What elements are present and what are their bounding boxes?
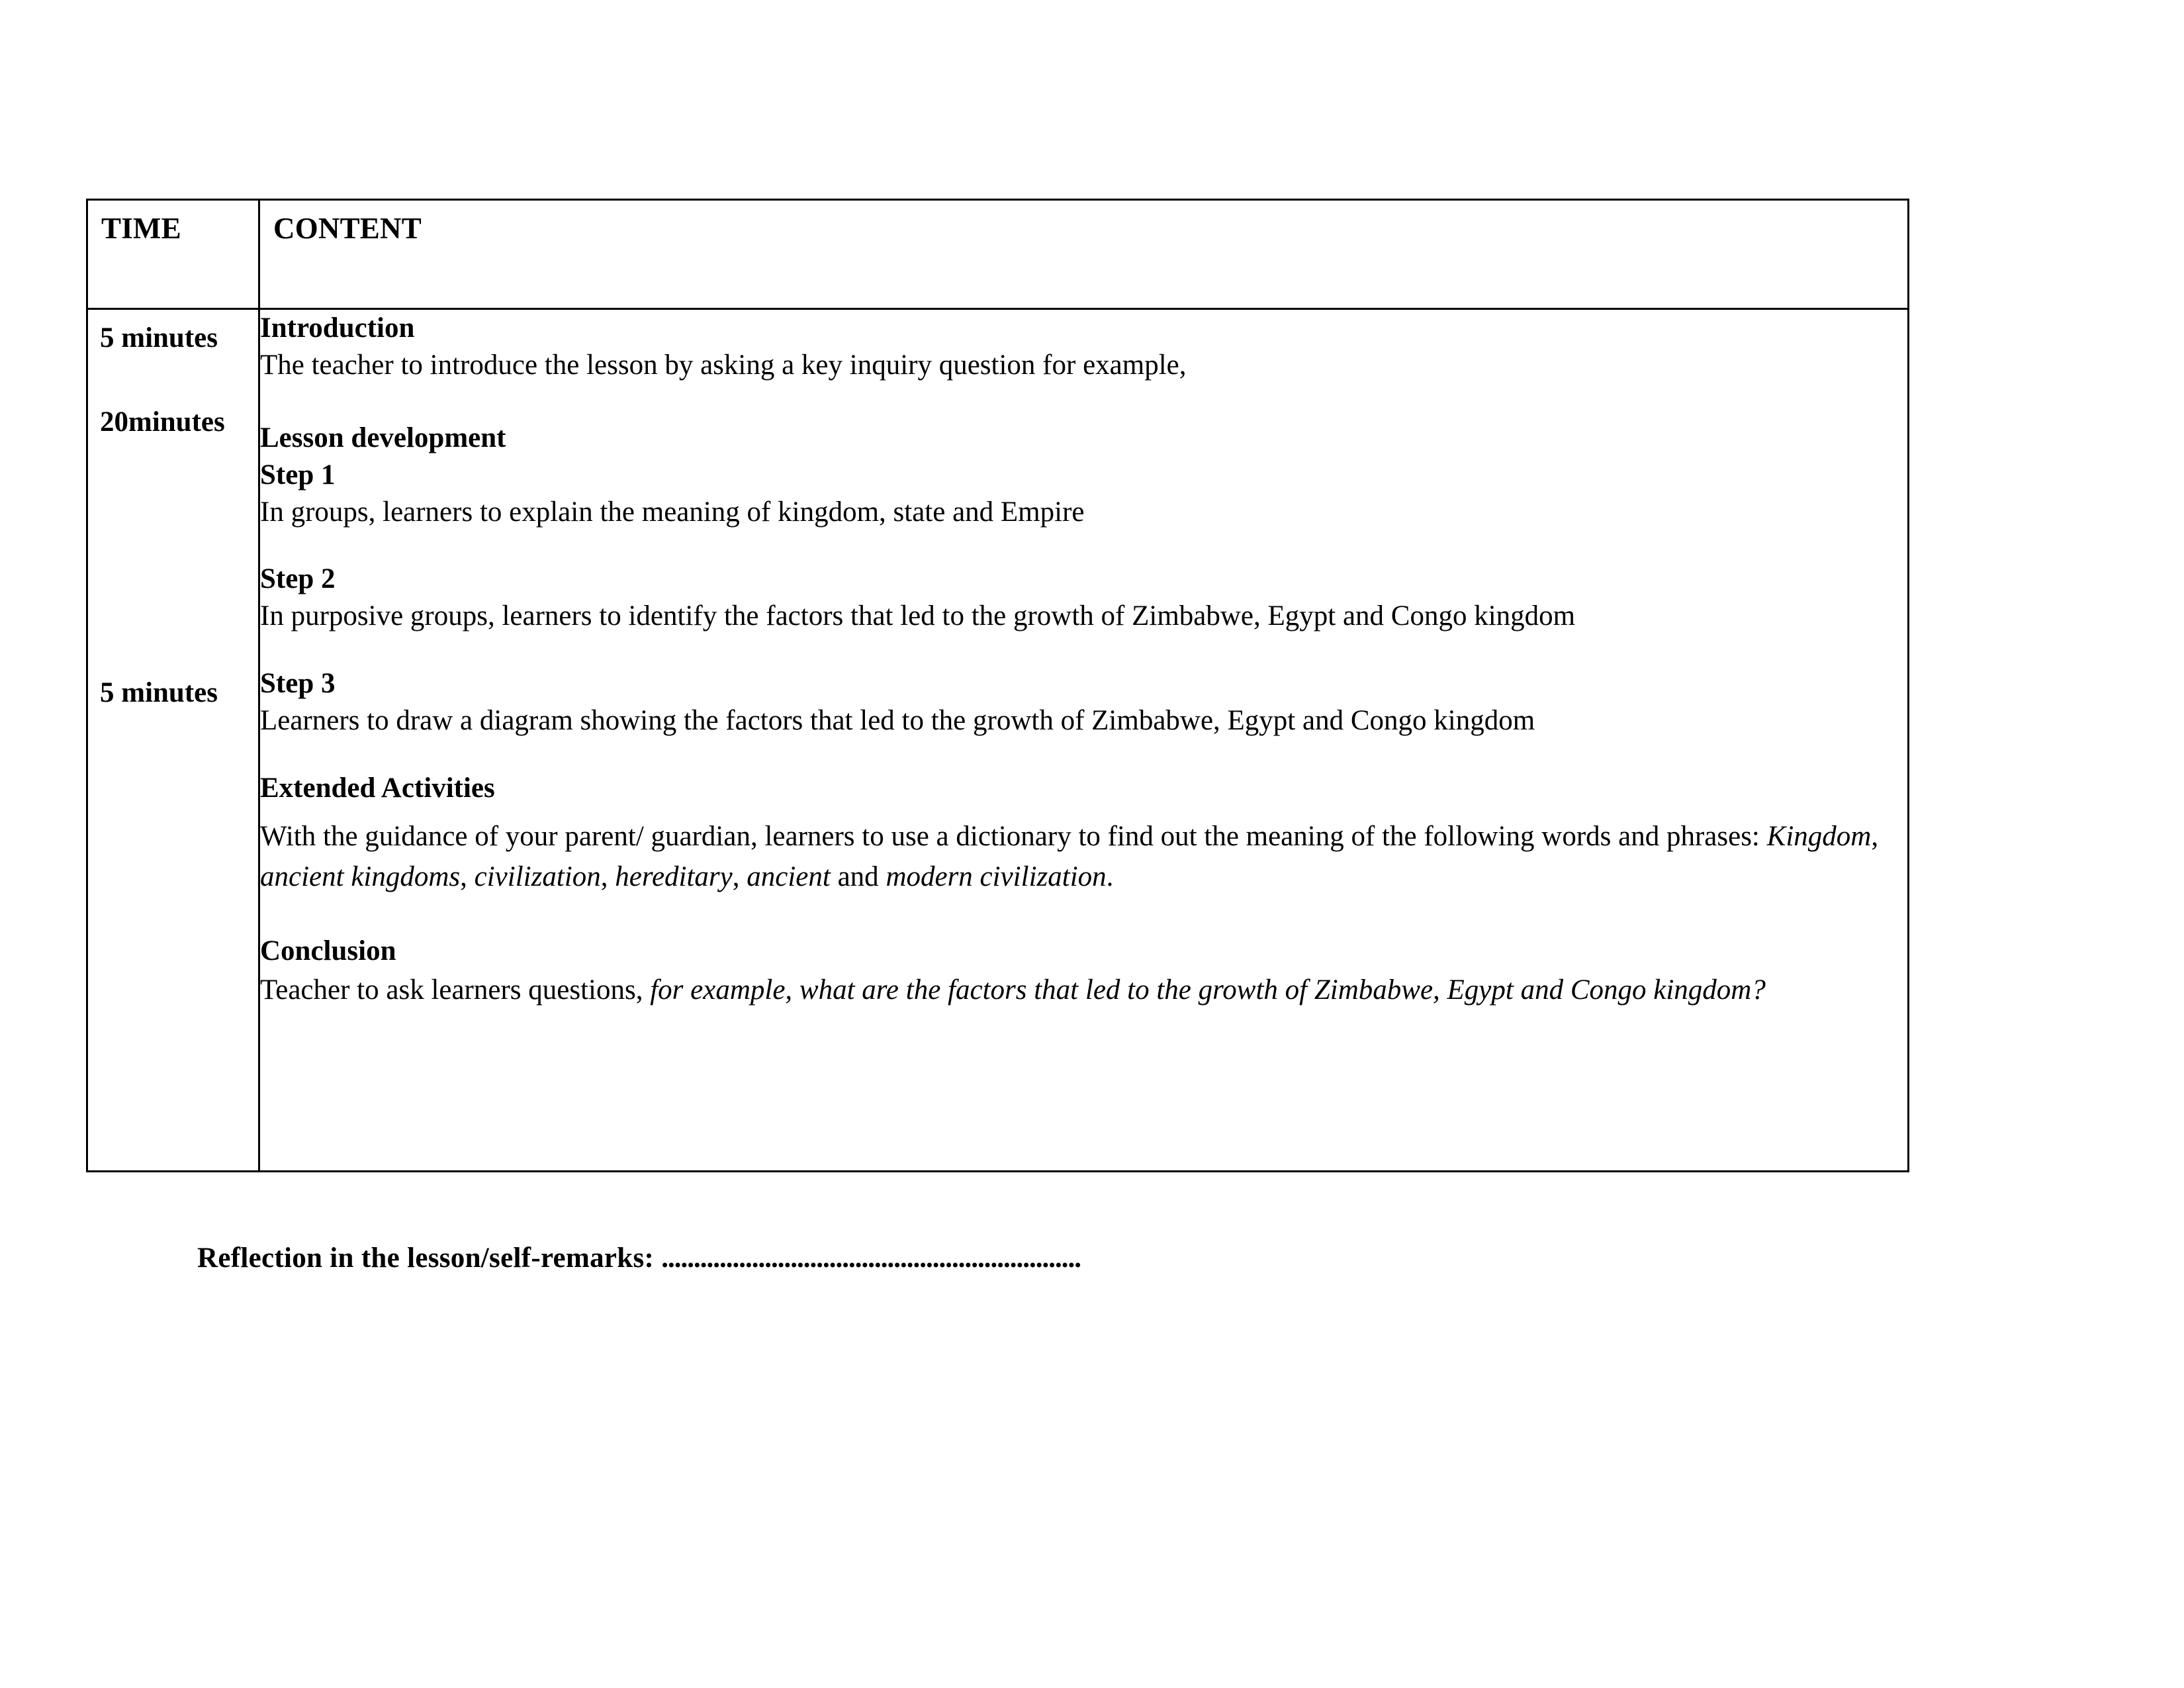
spacer	[260, 384, 1907, 420]
content-column-header: CONTENT	[273, 212, 422, 245]
spacer	[260, 635, 1907, 665]
table-header-row	[87, 200, 1909, 309]
conclusion-text-lead: Teacher to ask learners questions,	[260, 974, 651, 1006]
time-cell	[87, 309, 259, 1172]
lesson-plan-table	[86, 199, 1909, 1172]
comma: ,	[460, 861, 475, 892]
extended-conjunction: and	[830, 861, 886, 892]
comma: ,	[732, 861, 747, 892]
comma: ,	[1871, 820, 1879, 852]
table-body-row	[87, 309, 1909, 1172]
extended-term-ancient: ancient	[747, 861, 831, 892]
extended-term-kingdom: Kingdom	[1766, 820, 1872, 852]
time-label-conclusion: 5 minutes	[100, 677, 218, 708]
extended-terminator: .	[1106, 861, 1114, 892]
spacer	[260, 530, 1907, 561]
reflection-dotted-fill: .................................................................	[661, 1243, 1081, 1274]
step2-text: In purposive groups, learners to identify the factors that led to the growth of Zimbabwe, Egypt and Congo kingdom	[260, 600, 1576, 632]
extended-activities-text	[260, 816, 1907, 897]
step1-text: In groups, learners to explain the meaning of kingdom, state and Empire	[260, 496, 1085, 528]
time-header-cell	[87, 200, 259, 309]
step1-heading: Step 1	[260, 459, 336, 491]
conclusion-heading: Conclusion	[260, 935, 396, 966]
extended-term-modern-civilization: modern civilization	[886, 861, 1107, 892]
extended-text-lead: With the guidance of your parent/ guardian, learners to use a dictionary to find out the meaning of the following words and phrases:	[260, 820, 1767, 852]
lesson-development-heading: Lesson development	[260, 422, 506, 453]
time-column-header: TIME	[101, 212, 181, 245]
step3-text: Learners to draw a diagram showing the factors that led to the growth of Zimbabwe, Egypt and Congo kingdom	[260, 705, 1535, 737]
content-cell	[259, 309, 1909, 1172]
time-label-introduction: 5 minutes	[100, 322, 218, 353]
spacer	[260, 807, 1907, 816]
step2-heading: Step 2	[260, 563, 336, 595]
introduction-text: The teacher to introduce the lesson by asking a key inquiry question for example,	[260, 349, 1187, 381]
extended-term-civilization: civilization	[474, 861, 601, 892]
spacer	[260, 897, 1907, 933]
comma: ,	[600, 861, 615, 892]
conclusion-text-question: for example, what are the factors that led to the growth of Zimbabwe, Egypt and Congo kingdom?	[650, 974, 1766, 1006]
conclusion-text	[260, 970, 1907, 1010]
extended-activities-heading: Extended Activities	[260, 773, 495, 804]
spacer	[260, 739, 1907, 770]
reflection-label: Reflection in the lesson/self-remarks:	[197, 1243, 655, 1274]
step3-heading: Step 3	[260, 668, 336, 700]
time-label-lesson-development: 20minutes	[100, 406, 225, 438]
extended-term-hereditary: hereditary	[615, 861, 733, 892]
extended-term-ancient-kingdoms: ancient kingdoms	[260, 861, 461, 892]
content-header-cell	[259, 200, 1909, 309]
reflection-line	[197, 1242, 1081, 1274]
introduction-heading: Introduction	[260, 312, 415, 344]
